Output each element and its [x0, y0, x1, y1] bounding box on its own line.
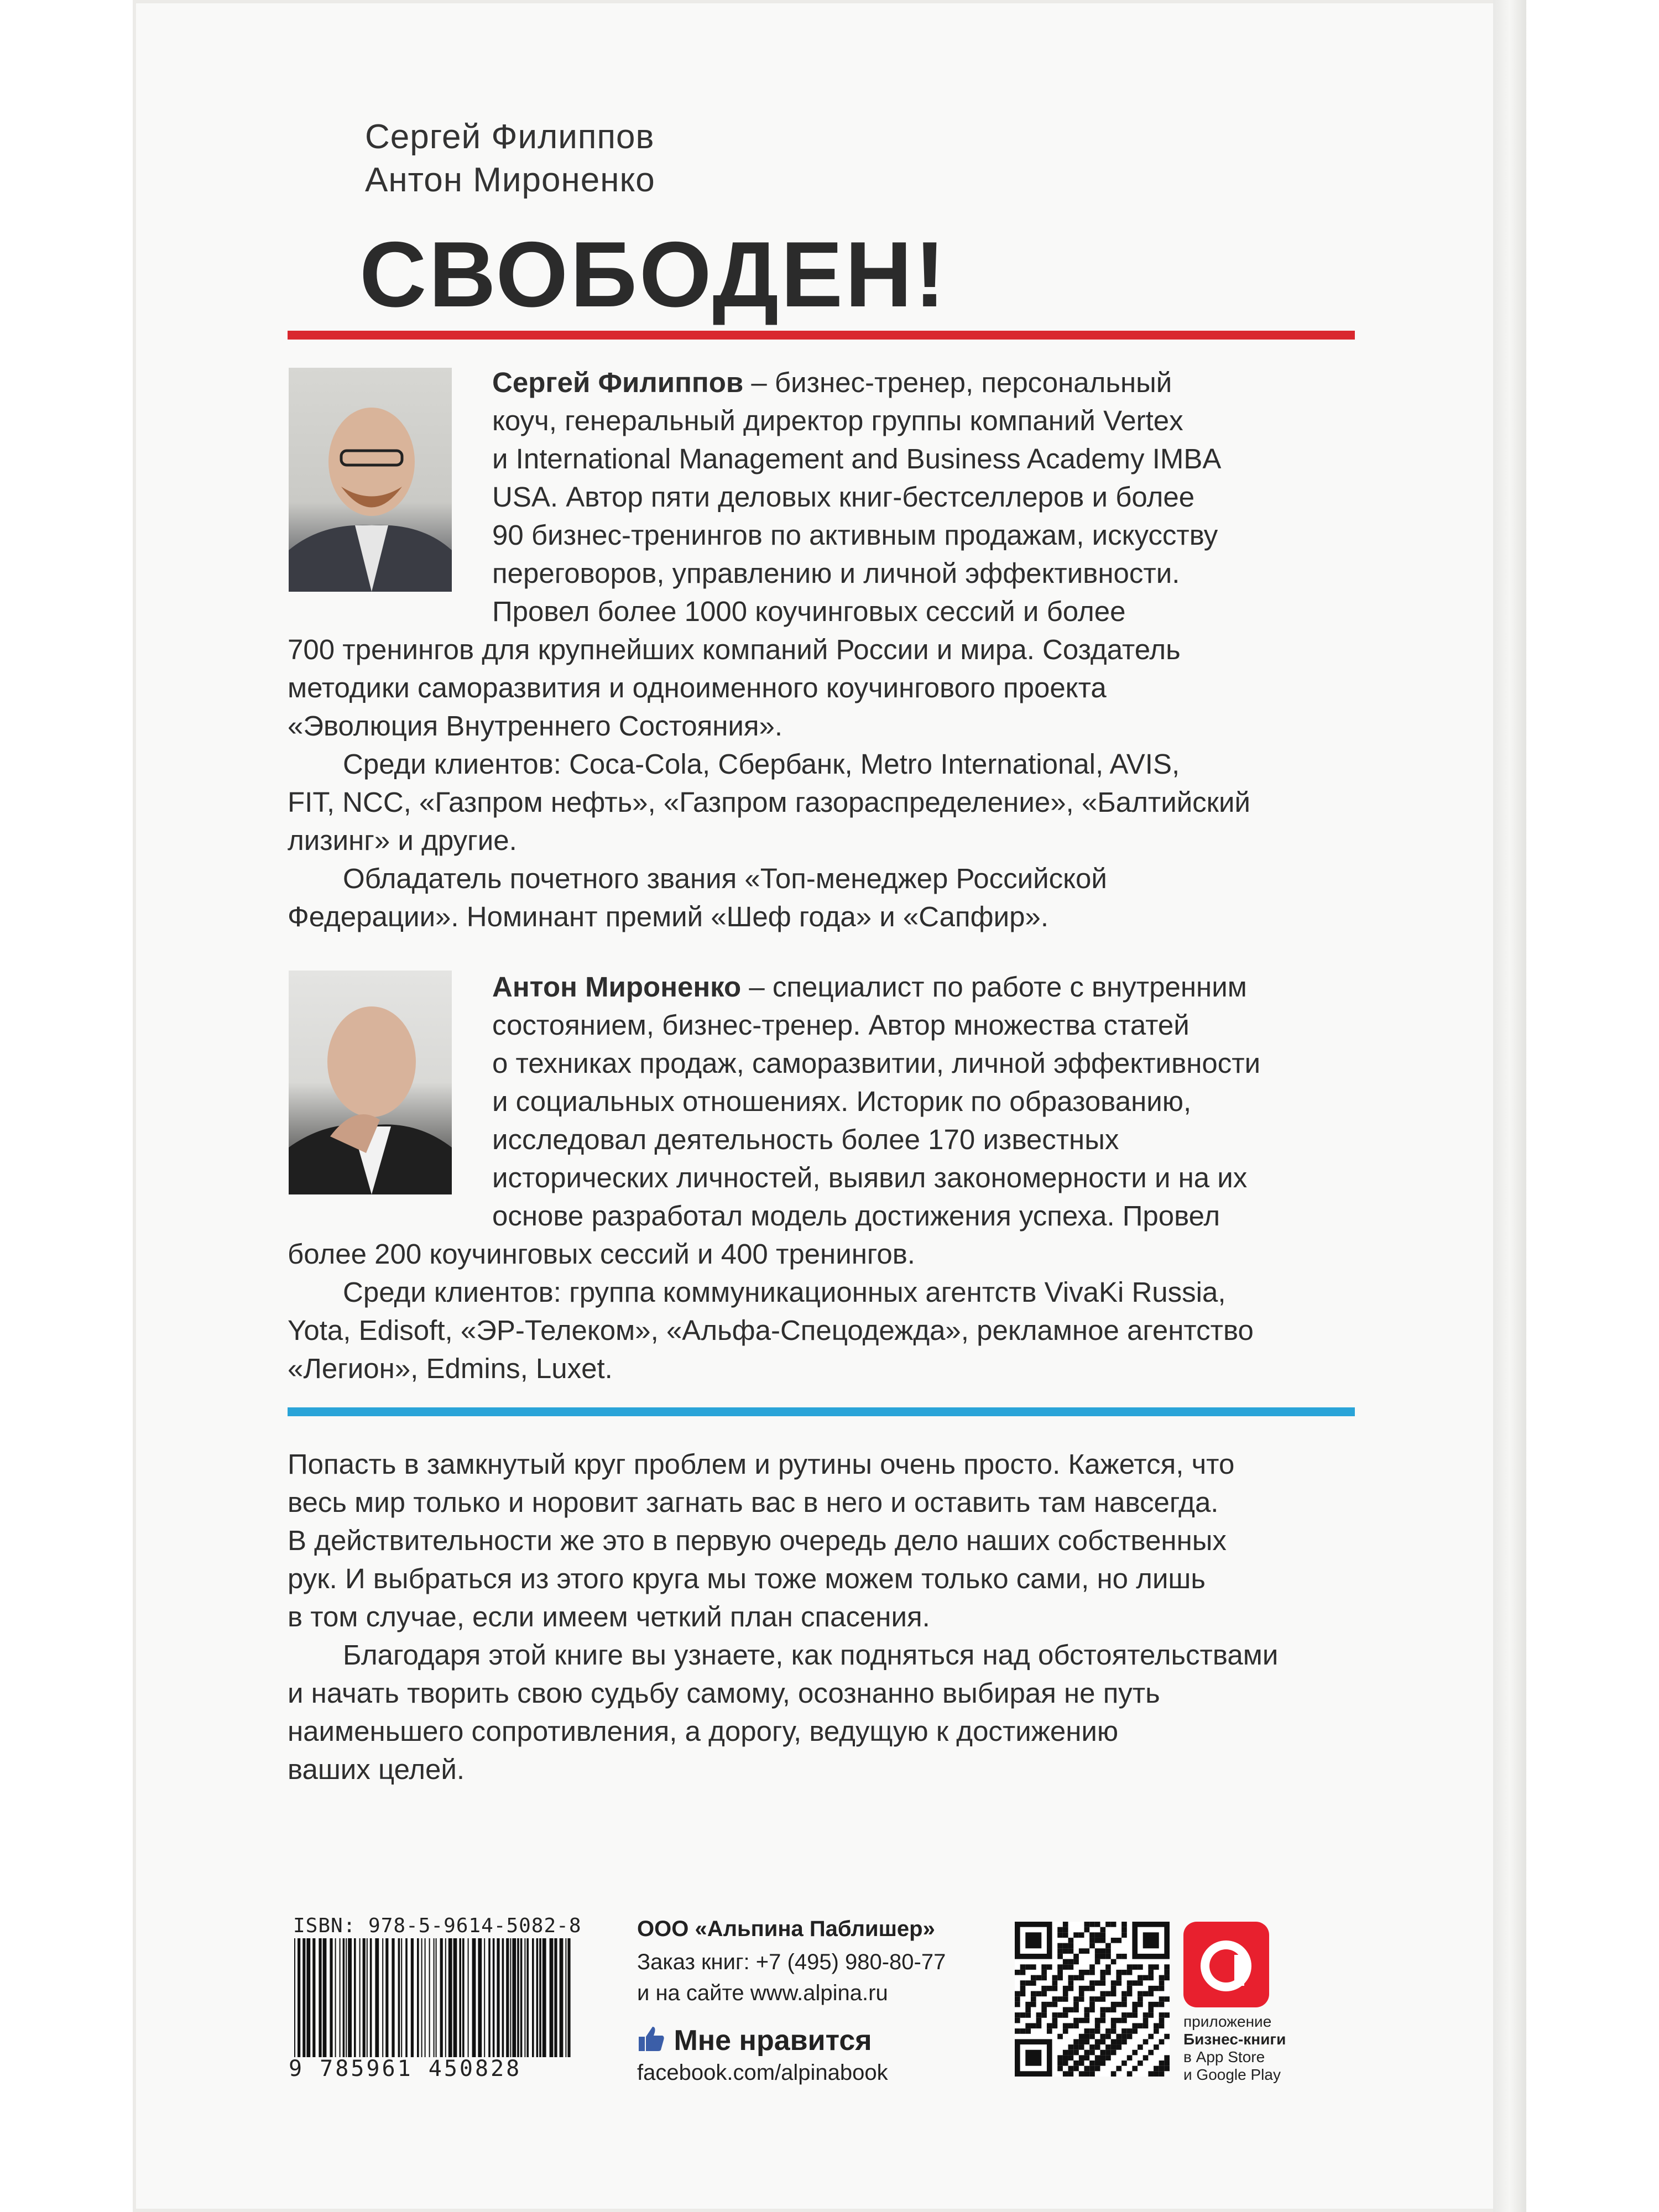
blurb-line: Благодаря этой книге вы узнаете, как подняться над обстоятельствами: [343, 1639, 1279, 1671]
bio-line: 90 бизнес-тренингов по активным продажам, искусству: [492, 519, 1218, 551]
bio-line: Обладатель почетного звания «Топ-менеджер Российской: [343, 863, 1107, 894]
bio-line: и социальных отношениях. Историк по образованию,: [492, 1086, 1192, 1117]
bio-line-text: – специалист по работе с внутренним: [741, 971, 1247, 1003]
blurb-line: Попасть в замкнутый круг проблем и рутины очень просто. Кажется, что: [288, 1448, 1235, 1480]
thumbs-up-icon: [637, 2025, 666, 2053]
blurb-line: рук. И выбраться из этого круга мы тоже можем только сами, но лишь: [288, 1563, 1206, 1594]
like-widget[interactable]: [637, 2024, 872, 2057]
facebook-link[interactable]: facebook.com/alpinabook: [637, 2060, 888, 2085]
bio-filippov: [288, 363, 1360, 936]
bio-line: Федерации». Номинант премий «Шеф года» и «Сапфир».: [288, 901, 1049, 932]
app-note-line3: в App Store: [1183, 2048, 1265, 2065]
isbn-label: ISBN: 978-5-9614-5082-8: [293, 1914, 582, 1937]
bio-line: методики саморазвития и одноименного коучингового проекта: [288, 672, 1107, 703]
publisher-site: и на сайте www.alpina.ru: [637, 1981, 888, 2005]
blue-divider: [288, 1407, 1355, 1416]
bio-line: коуч, генеральный директор группы компаний Vertex: [492, 405, 1183, 436]
alpina-app-icon: [1183, 1922, 1269, 2007]
bio-line: [288, 363, 1360, 401]
blurb-line: наименьшего сопротивления, а дорогу, ведущую к достижению: [288, 1715, 1119, 1747]
bio-line: Среди клиентов: группа коммуникационных агентств VivaKi Russia,: [343, 1276, 1226, 1308]
bio-line: более 200 коучинговых сессий и 400 тренингов.: [288, 1238, 915, 1270]
bio-line: «Эволюция Внутреннего Состояния».: [288, 710, 783, 742]
bio-line: состоянием, бизнес-тренер. Автор множества статей: [492, 1009, 1190, 1041]
author-name-filippov: Сергей Филиппов: [365, 118, 655, 156]
bio-line: [288, 968, 1360, 1006]
order-phone: Заказ книг: +7 (495) 980-80-77: [637, 1950, 946, 1974]
like-label: Мне нравится: [674, 2025, 872, 2057]
bio-line: основе разработал модель достижения успеха. Провел: [492, 1200, 1220, 1232]
blurb-line: в том случае, если имеем четкий план спасения.: [288, 1601, 930, 1632]
publisher-name: ООО «Альпина Паблишер»: [637, 1917, 935, 1941]
bio-line: FIT, NCC, «Газпром нефть», «Газпром газораспределение», «Балтийский: [288, 786, 1250, 818]
book-title: СВОБОДЕН!: [359, 222, 948, 326]
isbn-digits: 9 785961 450828: [289, 2056, 522, 2081]
bio-line: Yota, Edisoft, «ЭР-Телеком», «Альфа-Спецодежда», рекламное агентство: [288, 1314, 1254, 1346]
red-divider: [288, 331, 1355, 340]
bio-line: Среди клиентов: Coca-Cola, Сбербанк, Metro International, AVIS,: [343, 748, 1180, 780]
bio-line: о техниках продаж, саморазвитии, личной эффективности: [492, 1047, 1261, 1079]
barcode: [293, 1938, 575, 2057]
author-name-mironenko: Антон Мироненко: [365, 161, 655, 199]
bio-name-bold: Антон Мироненко: [492, 971, 742, 1003]
app-note-line2: Бизнес-книги: [1183, 2031, 1286, 2048]
bio-line: и International Management and Business Academy IMBA: [492, 443, 1222, 474]
bio-line: 700 тренингов для крупнейших компаний России и мира. Создатель: [288, 634, 1181, 665]
blurb-line: и начать творить свою судьбу самому, осознанно выбирая не путь: [288, 1677, 1160, 1709]
blurb-line: В действительности же это в первую очередь дело наших собственных: [288, 1525, 1227, 1556]
bio-line: исторических личностей, выявил закономерности и на их: [492, 1162, 1248, 1193]
bio-line: лизинг» и другие.: [288, 825, 517, 856]
bio-line: Провел более 1000 коучинговых сессий и более: [492, 596, 1126, 627]
bio-line: исследовал деятельность более 170 известных: [492, 1124, 1119, 1155]
blurb-line: ваших целей.: [288, 1754, 465, 1785]
app-note-line4: и Google Play: [1183, 2066, 1281, 2083]
bio-line: USA. Автор пяти деловых книг-бестселлеров и более: [492, 481, 1195, 513]
book-blurb: [288, 1445, 1360, 1788]
qr-code: [1015, 1922, 1170, 2077]
app-note-line1: приложение: [1183, 2013, 1272, 2030]
bio-name-bold: Сергей Филиппов: [492, 367, 744, 398]
app-store-note: [1183, 2013, 1286, 2084]
bio-line-text: – бизнес-тренер, персональный: [743, 367, 1172, 398]
blurb-line: весь мир только и норовит загнать вас в него и оставить там навсегда.: [288, 1486, 1219, 1518]
bio-line: переговоров, управлению и личной эффективности.: [492, 557, 1180, 589]
book-spine-edge: [1493, 0, 1526, 2212]
bio-line: «Легион», Edmins, Luxet.: [288, 1353, 613, 1384]
bio-mironenko: [288, 968, 1360, 1387]
